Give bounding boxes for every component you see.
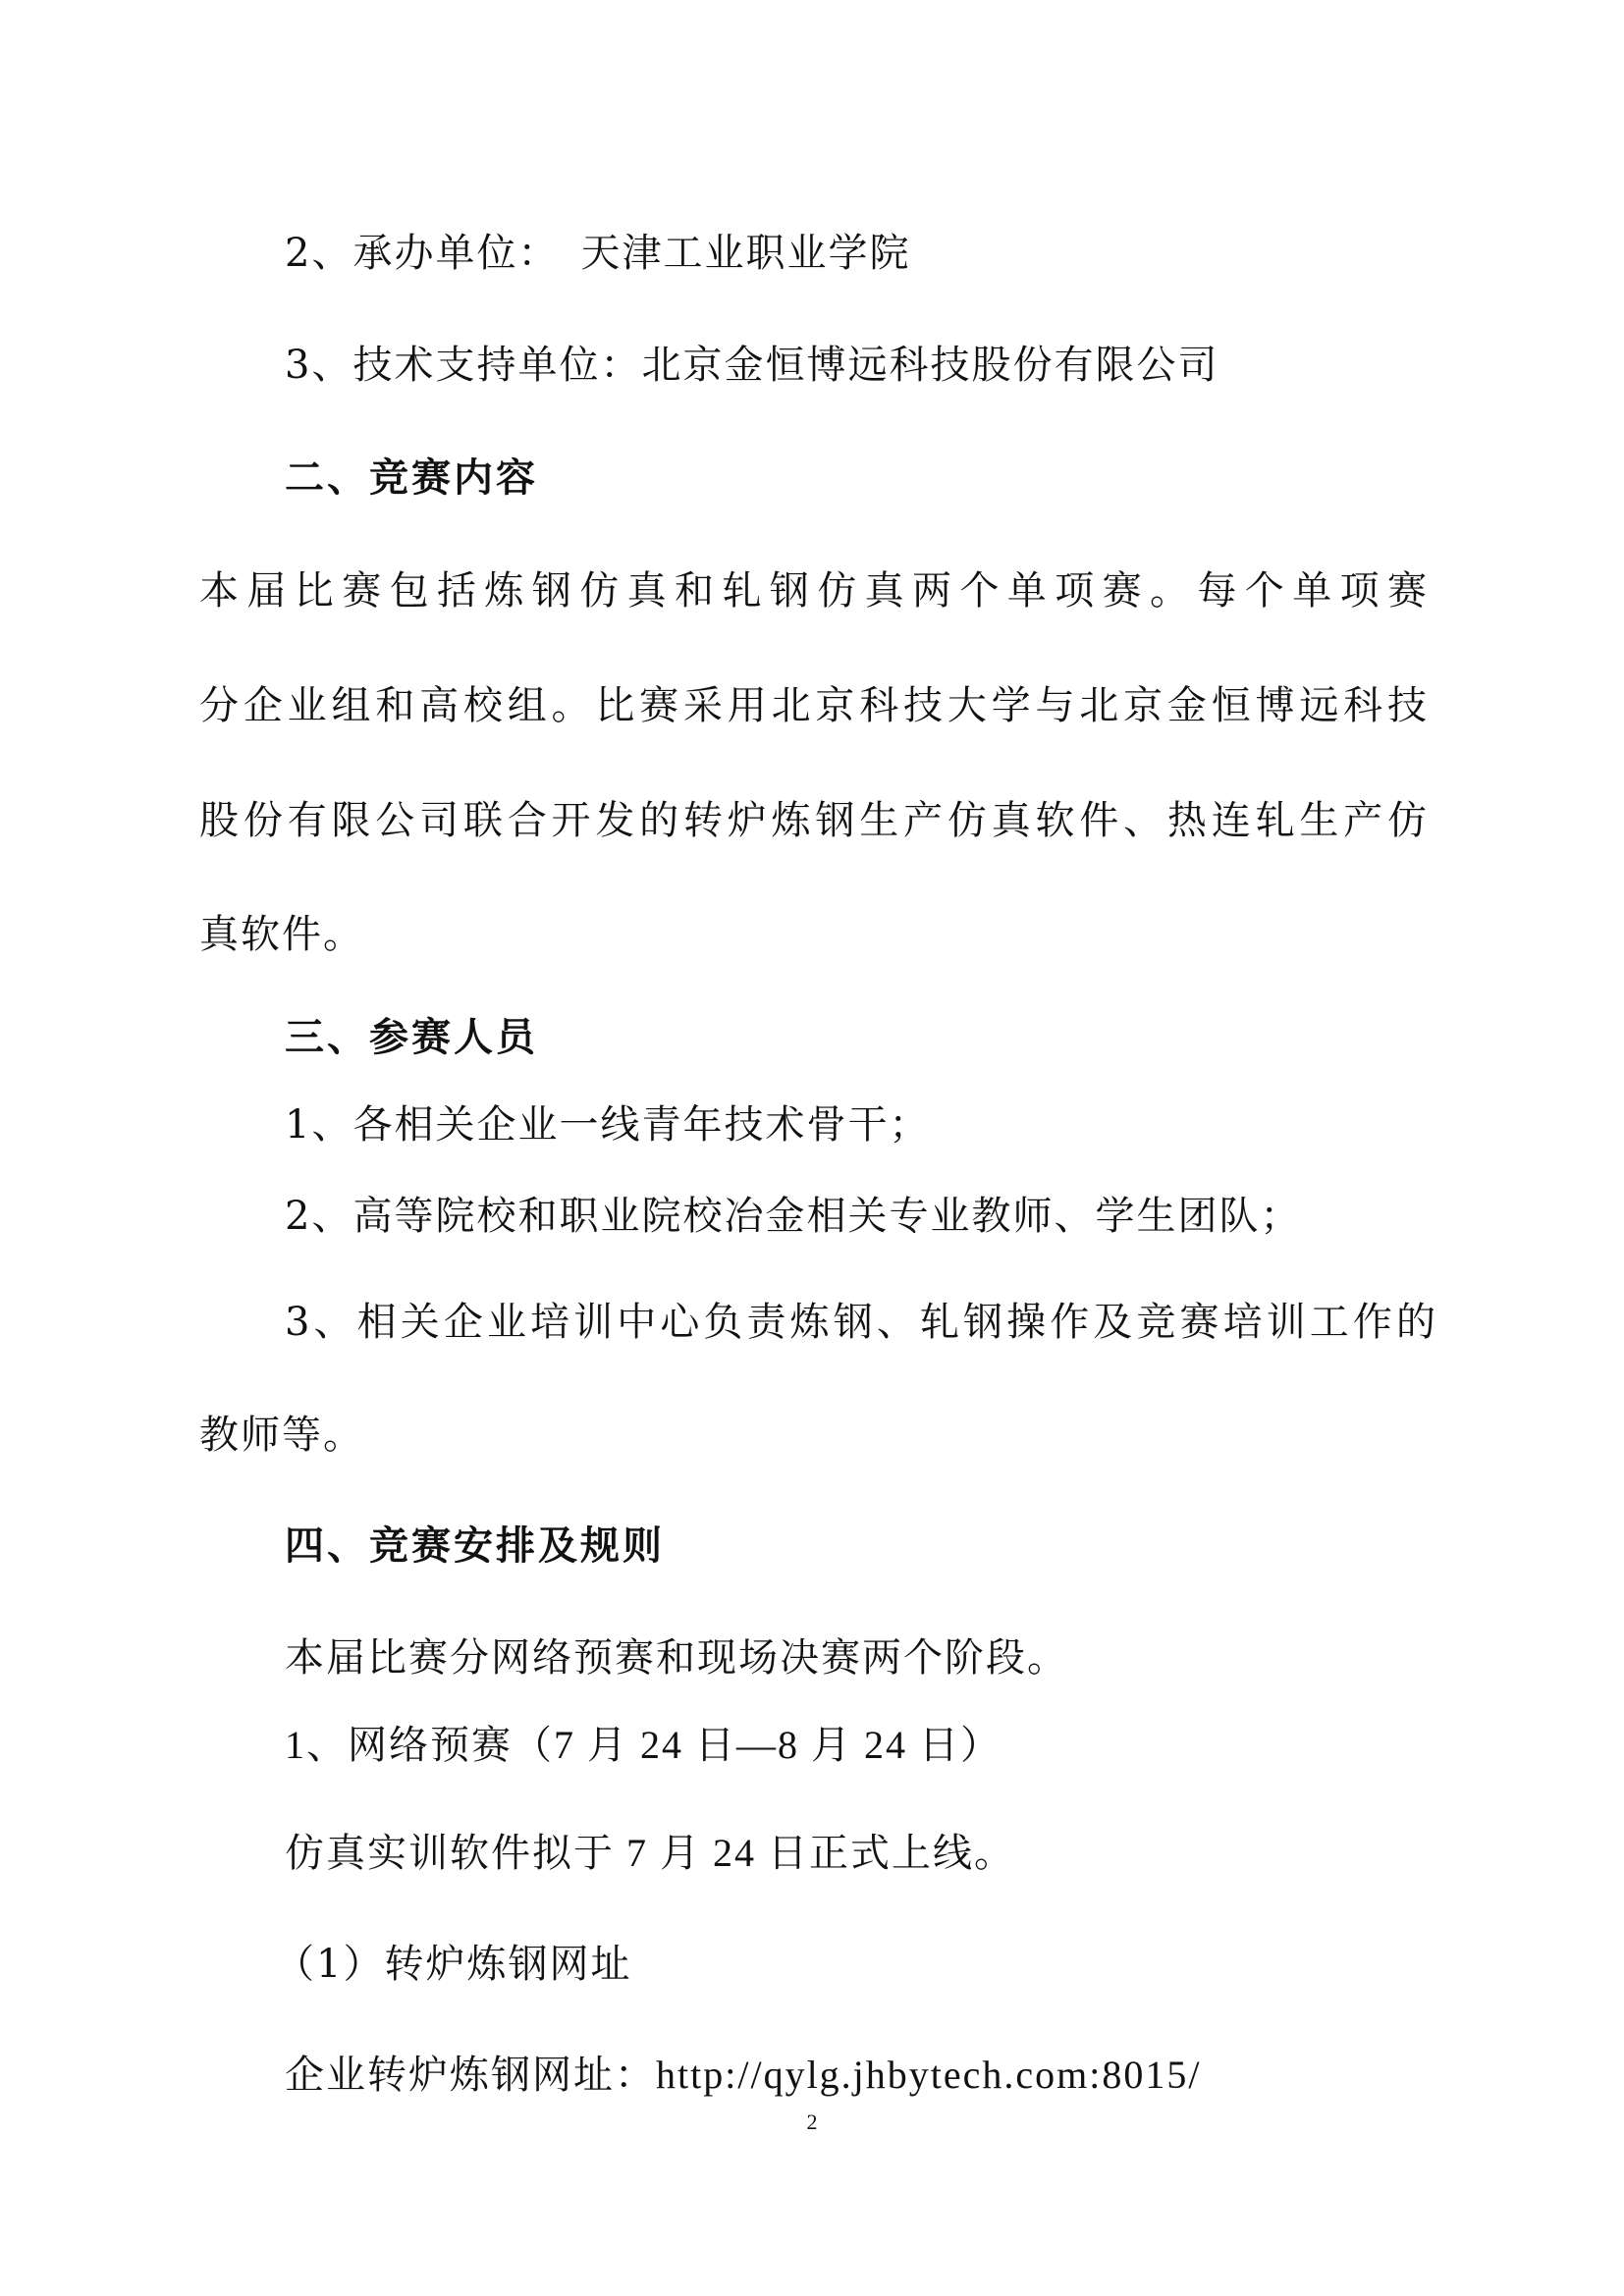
subheading-converter-url: （1）转炉炼钢网址: [275, 1942, 632, 1987]
participant-item-2: 2、高等院校和职业院校冶金相关专业教师、学生团队；: [285, 1194, 1302, 1239]
software-launch-note: 仿真实训软件拟于 7 月 24 日正式上线。: [285, 1831, 1015, 1875]
participant-item-1: 1、各相关企业一线青年技术骨干；: [285, 1102, 931, 1148]
section-heading-schedule-rules: 四、竞赛安排及规则: [285, 1523, 665, 1569]
organizer-item-2: 2、承办单位： 天津工业职业学院: [285, 231, 911, 276]
enterprise-url-line: [285, 2050, 1202, 2101]
paragraph-line-3: 股份有限公司联合开发的转炉炼钢生产仿真软件、热连轧生产仿: [199, 798, 1427, 843]
page-number: 2: [806, 2109, 818, 2134]
organizer-item-3: 3、技术支持单位：北京金恒博远科技股份有限公司: [285, 343, 1219, 388]
paragraph-line-1: 本届比赛包括炼钢仿真和轧钢仿真两个单项赛。每个单项赛: [199, 568, 1427, 614]
schedule-intro: 本届比赛分网络预赛和现场决赛两个阶段。: [285, 1635, 1068, 1681]
converter-url-link[interactable]: http://qylg.jhbytech.com:8015/: [656, 2053, 1202, 2097]
section-heading-participants: 三、参赛人员: [285, 1015, 538, 1060]
section-heading-competition-content: 二、竞赛内容: [285, 455, 538, 501]
stage-1-online-prelim: 1、网络预赛（7 月 24 日—8 月 24 日）: [285, 1723, 1001, 1767]
participant-item-3-line-2: 教师等。: [199, 1413, 364, 1458]
url-label: 企业转炉炼钢网址：: [285, 2053, 656, 2097]
paragraph-line-2: 分企业组和高校组。比赛采用北京科技大学与北京金恒博远科技: [199, 683, 1427, 728]
participant-item-3-line-1: 3、相关企业培训中心负责炼钢、轧钢操作及竞赛培训工作的: [285, 1300, 1435, 1345]
paragraph-line-4: 真软件。: [199, 912, 364, 957]
